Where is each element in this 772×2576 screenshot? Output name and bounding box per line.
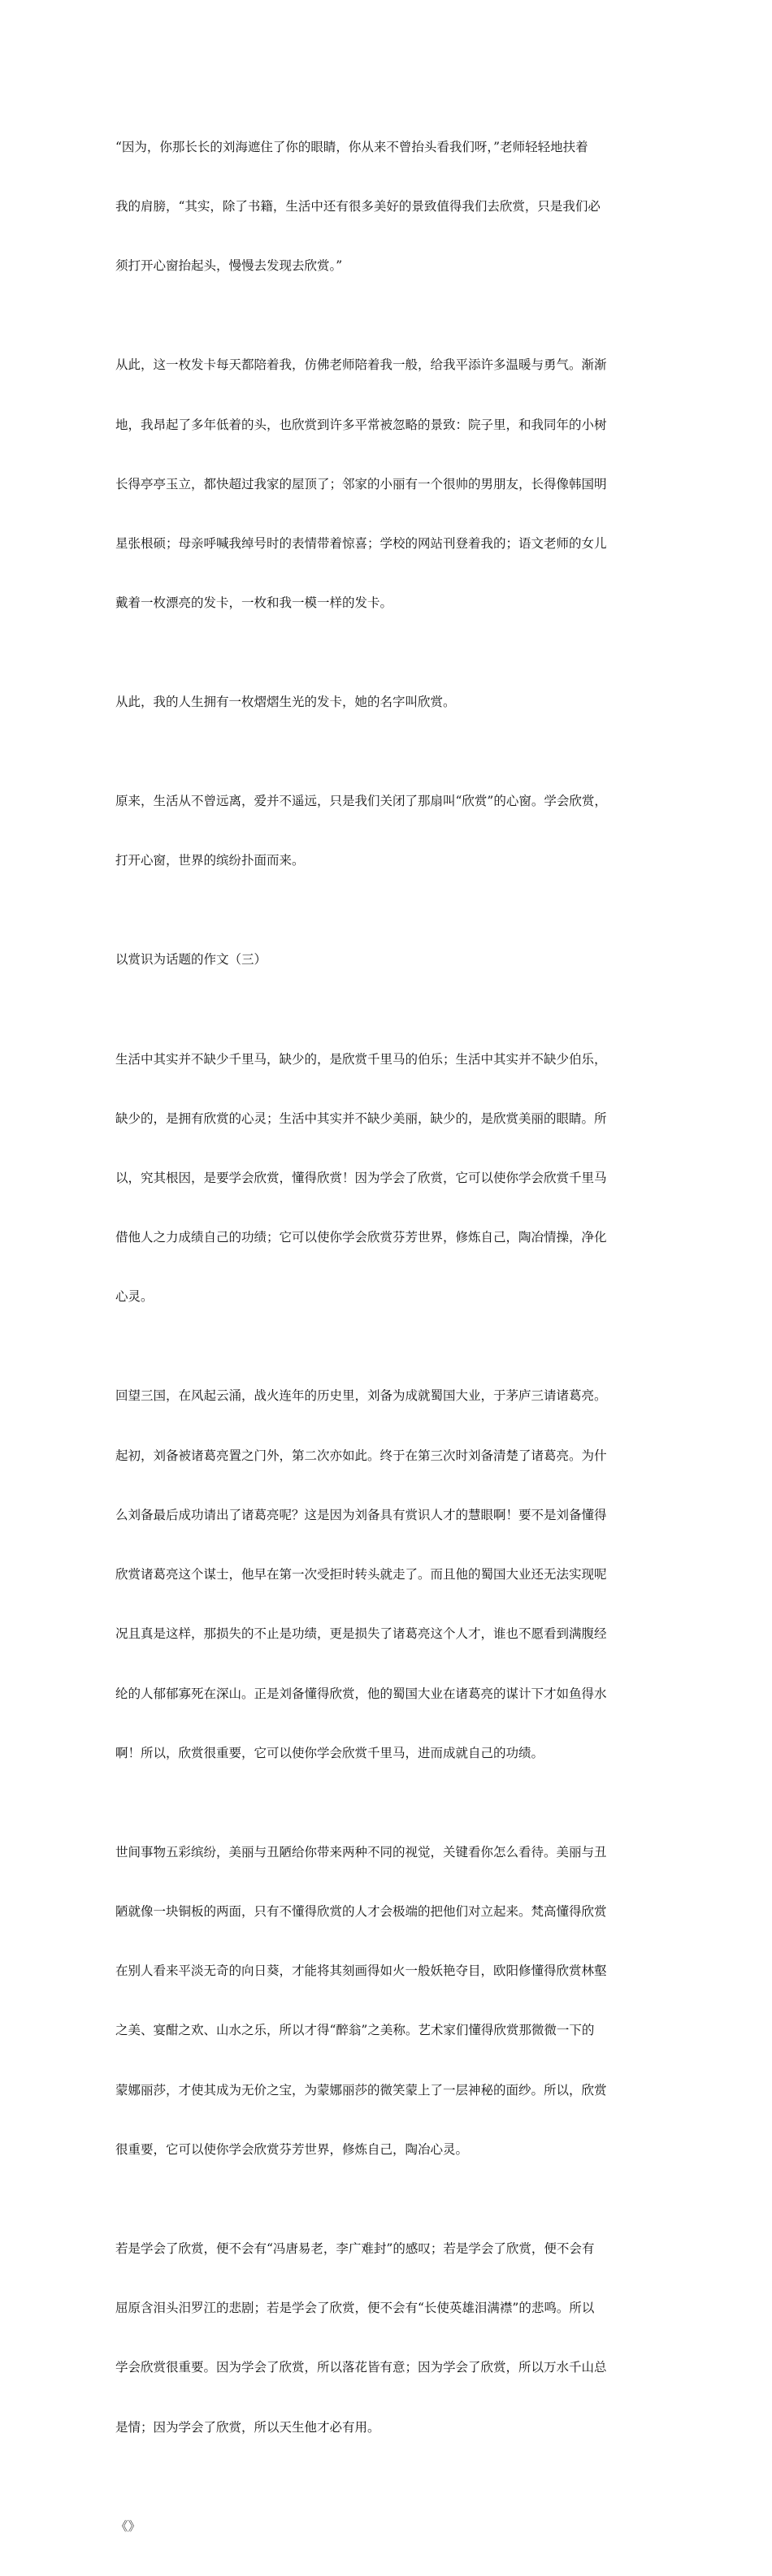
text-line: 纶的人郁郁寡死在深山。正是刘备懂得欣赏，他的蜀国大业在诸葛亮的谋计下才如鱼得水 bbox=[115, 1686, 607, 1701]
text-line: 缺少的，是拥有欣赏的心灵；生活中其实并不缺少美丽，缺少的，是欣赏美丽的眼睛。所 bbox=[115, 1110, 607, 1126]
text-line: 蒙娜丽莎，才使其成为无价之宝，为蒙娜丽莎的微笑蒙上了一层神秘的面纱。所以，欣赏 bbox=[115, 2082, 607, 2098]
paragraph-empty-title-marks bbox=[115, 2477, 666, 2576]
text-line: 以，究其根因，是要学会欣赏，懂得欣赏！因为学会了欣赏，它可以使你学会欣赏千里马 bbox=[115, 1170, 607, 1185]
text-line: 之美、宴酣之欢、山水之乐，所以才得“醉翁”之美称。艺术家们懂得欣赏那微微一下的 bbox=[115, 2023, 595, 2038]
heading-text: 以赏识为话题的作文（三） bbox=[115, 952, 267, 968]
text-line: 么刘备最后成功请出了诸葛亮呢？这是因为刘备具有赏识人才的慧眼啊！要不是刘备懂得 bbox=[115, 1507, 607, 1522]
text-line: 屈原含泪头汨罗江的悲剧；若是学会了欣赏，便不会有“长使英雄泪满襟”的悲鸣。所以 bbox=[115, 2301, 595, 2316]
paragraph-three-kingdoms bbox=[115, 1347, 666, 1803]
text-line: 戴着一枚漂亮的发卡，一枚和我一模一样的发卡。 bbox=[115, 595, 393, 611]
text-line: 世间事物五彩缤纷，美丽与丑陋给你带来两种不同的视觉，关键看你怎么看待。美丽与丑 bbox=[115, 1844, 607, 1859]
section-heading bbox=[115, 911, 666, 1010]
text-line: 欣赏诸葛亮这个谋士，他早在第一次受拒时转头就走了。而且他的蜀国大业还无法实现呢 bbox=[115, 1567, 607, 1582]
paragraph-hairclip bbox=[115, 315, 666, 652]
document-body bbox=[115, 97, 666, 2576]
paragraph-teacher-quote bbox=[115, 97, 666, 315]
text-line: 回望三国，在风起云涌，战火连年的历史里，刘备为成就蜀国大业，于茅庐三请诸葛亮。 bbox=[115, 1388, 607, 1404]
text-line: 星张根硕；母亲呼喊我绰号时的表情带着惊喜；学校的网站刊登着我的；语文老师的女儿 bbox=[115, 535, 607, 551]
text-line: 打开心窗，世界的缤纷扑面而来。 bbox=[115, 853, 305, 868]
text-line: 原来，生活从不曾远离，爱并不遥远，只是我们关闭了那扇叫“欣赏”的心窗。学会欣赏， bbox=[115, 794, 607, 809]
text-line: “因为，你那长长的刘海遮住了你的眼睛，你从来不曾抬头看我们呀，”老师轻轻地扶着 bbox=[115, 139, 588, 154]
text-line: 是情；因为学会了欣赏，所以天生他才必有用。 bbox=[115, 2419, 380, 2435]
text-line: 长得亭亭玉立，都快超过我家的屋顶了；邻家的小丽有一个很帅的男朋友，长得像韩国明 bbox=[115, 476, 607, 491]
paragraph-beauty bbox=[115, 1803, 666, 2199]
text-line: 在别人看来平淡无奇的向日葵，才能将其刻画得如火一般妖艳夺目，欧阳修懂得欣赏林壑 bbox=[115, 1963, 607, 1979]
text-line: 很重要，它可以使你学会欣赏芬芳世界，修炼自己，陶冶心灵。 bbox=[115, 2141, 469, 2157]
paragraph-conclusion bbox=[115, 751, 666, 910]
paragraph-if-learned bbox=[115, 2199, 666, 2477]
text-line: 若是学会了欣赏，便不会有“冯唐易老，李广难封”的感叹；若是学会了欣赏，便不会有 bbox=[115, 2240, 595, 2256]
paragraph-bole bbox=[115, 1010, 666, 1347]
text-line: 《》 bbox=[115, 2518, 141, 2534]
paragraph-life-hairclip bbox=[115, 652, 666, 751]
text-line: 况且真是这样，那损失的不止是功绩，更是损失了诸葛亮这个人才，谁也不愿看到满腹经 bbox=[115, 1626, 607, 1642]
text-line: 从此，这一枚发卡每天都陪着我，仿佛老师陪着我一般，给我平添许多温暖与勇气。渐渐 bbox=[115, 357, 607, 373]
text-line: 借他人之力成绩自己的功绩；它可以使你学会欣赏芬芳世界，修炼自己，陶冶情操，净化 bbox=[115, 1230, 607, 1245]
text-line: 生活中其实并不缺少千里马，缺少的，是欣赏千里马的伯乐；生活中其实并不缺少伯乐， bbox=[115, 1051, 607, 1067]
text-line: 学会欣赏很重要。因为学会了欣赏，所以落花皆有意；因为学会了欣赏，所以万水千山总 bbox=[115, 2360, 607, 2375]
text-line: 我的肩膀，“其实，除了书籍，生活中还有很多美好的景致值得我们去欣赏，只是我们必 bbox=[115, 199, 601, 214]
text-line: 起初，刘备被诸葛亮置之门外，第二次亦如此。终于在第三次时刘备清楚了诸葛亮。为什 bbox=[115, 1448, 607, 1463]
text-line: 须打开心窗抬起头，慢慢去发现去欣赏。” bbox=[115, 258, 343, 274]
text-line: 陋就像一块铜板的两面，只有不懂得欣赏的人才会极端的把他们对立起来。梵高懂得欣赏 bbox=[115, 1903, 607, 1919]
text-line: 从此，我的人生拥有一枚熠熠生光的发卡，她的名字叫欣赏。 bbox=[115, 695, 456, 710]
text-line: 心灵。 bbox=[115, 1289, 154, 1305]
text-line: 啊！所以，欣赏很重要，它可以使你学会欣赏千里马，进而成就自己的功绩。 bbox=[115, 1745, 544, 1760]
text-line: 地，我昂起了多年低着的头，也欣赏到许多平常被忽略的景致：院子里，和我同年的小树 bbox=[115, 417, 607, 432]
